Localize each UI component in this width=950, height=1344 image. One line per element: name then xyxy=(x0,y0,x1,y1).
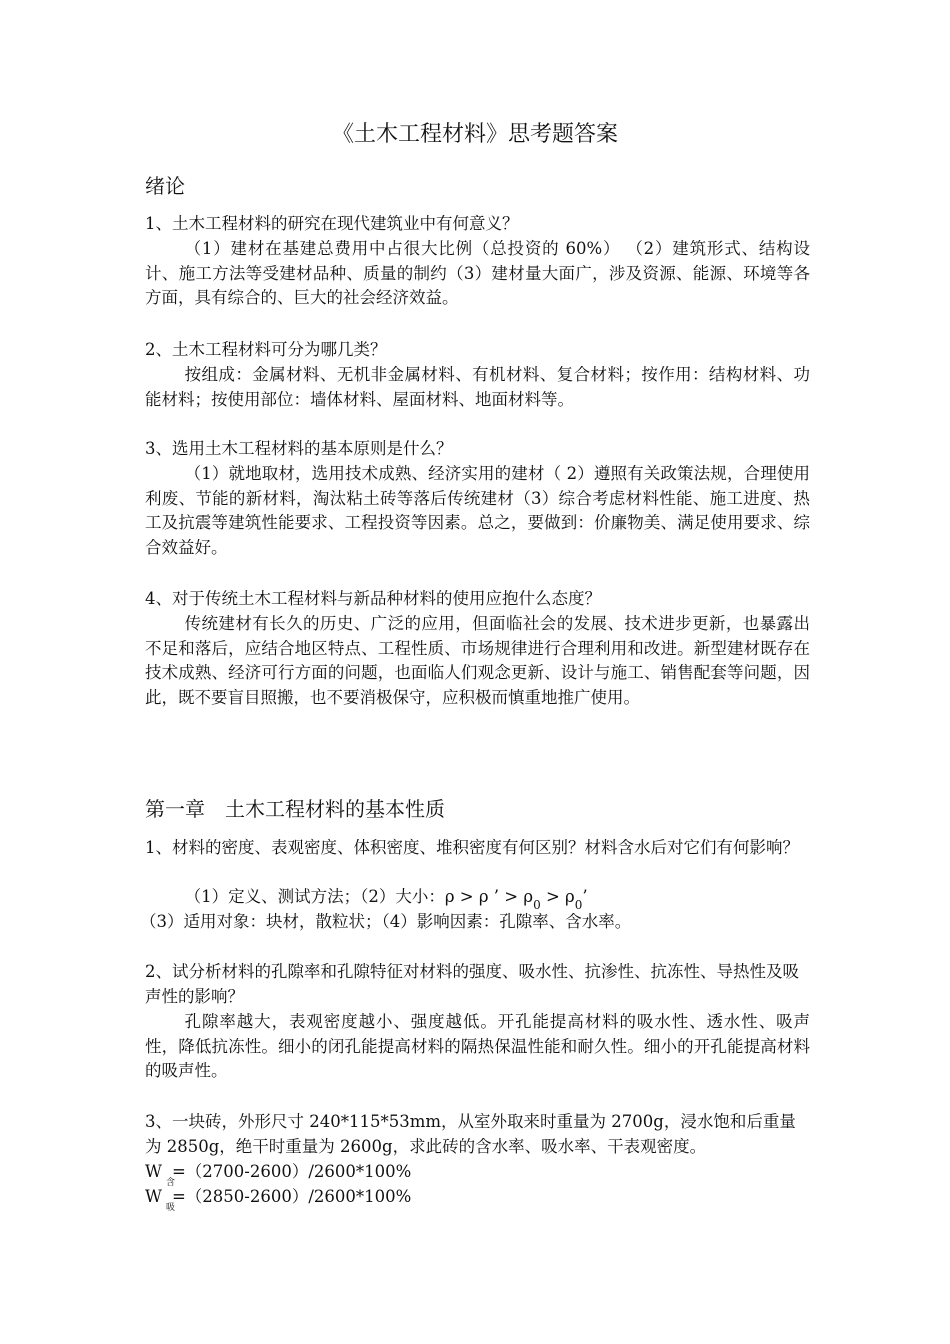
answer-intro-2: 按组成：金属材料、无机非金属材料、有机材料、复合材料；按作用：结构材料、功能材料；按使用部位：墙体材料、屋面材料、地面材料等。 xyxy=(145,365,810,409)
question-ch1-3: 3、一块砖，外形尺寸 240*115*53mm，从室外取来时重量为 2700g，浸水饱和后重量为 2850g，绝干时重量为 2600g，求此砖的含水率、吸水率、干表观密度。 xyxy=(145,1112,796,1156)
answer-ch1-1-prefix: （1）定义、测试方法；（2）大小： xyxy=(184,887,445,906)
answer-ch1-1-line2: （3）适用对象：块材，散粒状；（4）影响因素：孔隙率、含水率。 xyxy=(140,912,632,931)
water-absorption-expression: =（2850-2600）/2600*100% xyxy=(171,1187,412,1206)
density-formula-c: ’ xyxy=(582,887,588,906)
water-content-symbol: W xyxy=(145,1162,162,1181)
water-absorption-symbol: W xyxy=(145,1187,162,1206)
answer-intro-1: （1）建材在基建总费用中占很大比例（总投资的 60%） （2）建筑形式、结构设计、施工方法等受建材品种、质量的制约（3）建材量大面广，涉及资源、能源、环境等各方面，具有综合的、巨大的社会经济效益。 xyxy=(145,239,810,307)
water-absorption-formula xyxy=(145,1185,810,1210)
answer-intro-4: 传统建材有长久的历史、广泛的应用，但面临社会的发展、技术进步更新，也暴露出不足和落后，应结合地区特点、工程性质、市场规律进行合理利用和改进。新型建材既存在技术成熟、经济可行方面的问题，也面临人们观念更新、设计与施工、销售配套等问题，因此，既不要盲目照搬，也不要消极保守，应积极而慎重地推广使用。 xyxy=(145,614,810,707)
density-subscript-b: 0 xyxy=(574,898,583,912)
water-absorption-subscript: 吸 xyxy=(166,1203,176,1213)
question-intro-1: 1、土木工程材料的研究在现代建筑业中有何意义？ xyxy=(145,214,519,233)
question-intro-4: 4、对于传统土木工程材料与新品种材料的使用应抱什么态度？ xyxy=(145,589,601,608)
answer-ch1-1-line1 xyxy=(145,885,810,911)
question-intro-3: 3、选用土木工程材料的基本原则是什么？ xyxy=(145,439,453,458)
answer-ch1-2: 孔隙率越大，表观密度越小、强度越低。开孔能提高材料的吸水性、透水性、吸声性，降低抗冻性。细小的闭孔能提高材料的隔热保温性能和耐久性。细小的开孔能提高材料的吸声性。 xyxy=(145,1012,810,1080)
question-ch1-2: 2、试分析材料的孔隙率和孔隙特征对材料的强度、吸水性、抗渗性、抗冻性、导热性及吸声性的影响？ xyxy=(145,962,799,1006)
water-content-expression: =（2700-2600）/2600*100% xyxy=(171,1162,412,1181)
density-subscript-a: 0 xyxy=(533,898,541,912)
section-heading-chapter1: 第一章 土木工程材料的基本性质 xyxy=(145,797,445,821)
document-title: 《土木工程材料》思考题答案 xyxy=(331,122,618,147)
water-content-subscript: 含 xyxy=(166,1178,176,1188)
water-content-formula xyxy=(145,1160,810,1185)
density-formula-b: > ρ xyxy=(540,887,575,906)
question-ch1-1: 1、材料的密度、表观密度、体积密度、堆积密度有何区别？材料含水后对它们有何影响？ xyxy=(145,838,799,857)
answer-intro-3: （1）就地取材，选用技术成熟、经济实用的建材（ 2）遵照有关政策法规，合理使用利废、节能的新材料，淘汰粘土砖等落后传统建材（3）综合考虑材料性能、施工进度、热工及抗震等建筑性能要求、工程投资等因素。总之，要做到：价廉物美、满足使用要求、综合效益好。 xyxy=(145,464,810,557)
section-heading-intro: 绪论 xyxy=(145,174,185,198)
density-formula-a: ρ > ρ ’ > ρ xyxy=(444,887,534,906)
question-intro-2: 2、土木工程材料可分为哪几类？ xyxy=(145,340,387,359)
